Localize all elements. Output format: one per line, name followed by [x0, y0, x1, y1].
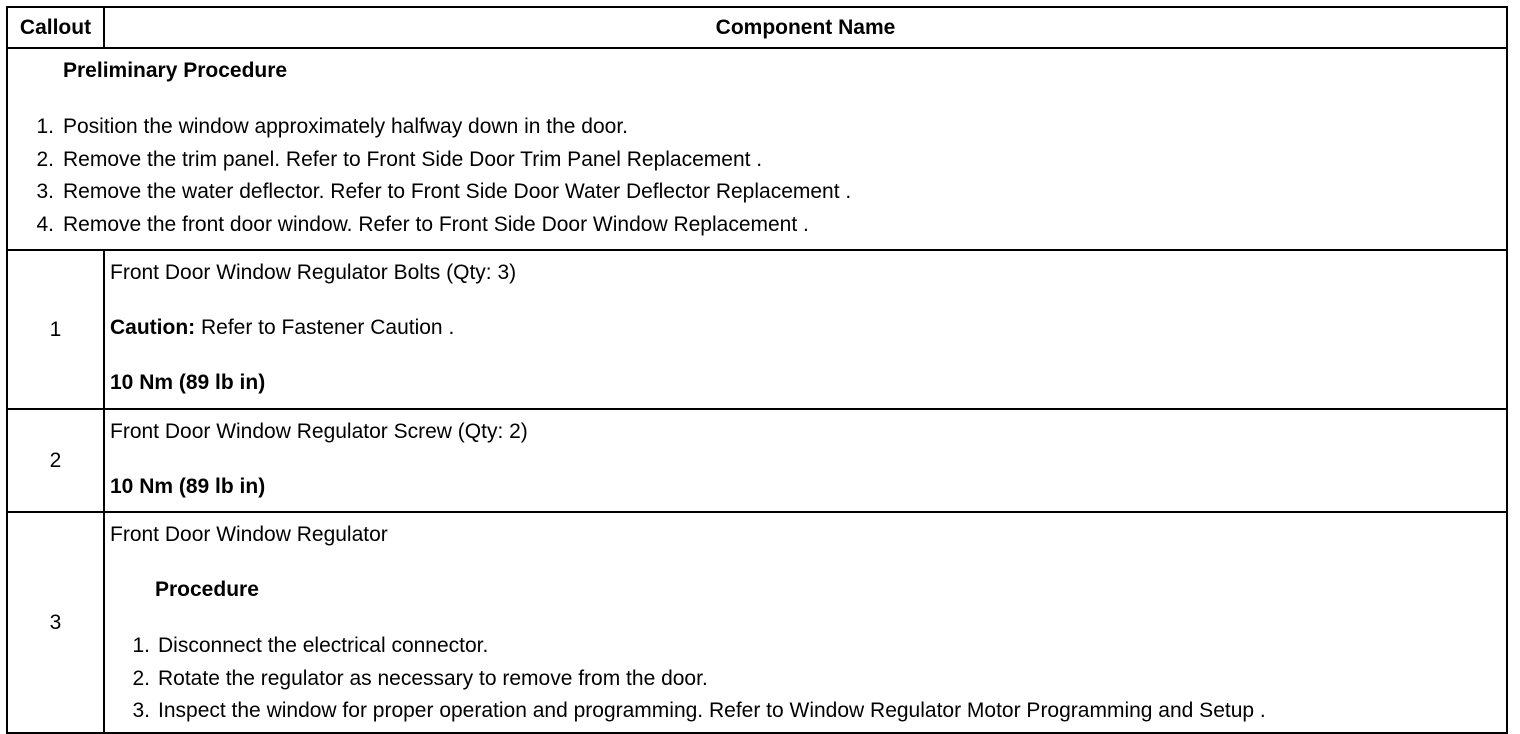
component-cell [104, 409, 1507, 512]
callout-number: 3 [7, 512, 104, 733]
caution-label: Caution: [110, 316, 196, 339]
preliminary-procedure-row [7, 48, 1507, 250]
callout-number: 1 [7, 250, 104, 409]
callout-header: Callout [7, 7, 104, 48]
step-number: 1. [132, 634, 150, 657]
step-number: 3. [36, 180, 54, 203]
header-row [7, 7, 1507, 48]
component-name: Front Door Window Regulator [110, 523, 388, 546]
procedure-document [6, 6, 1506, 734]
step-number: 3. [132, 699, 150, 722]
preliminary-step [8, 111, 1506, 144]
step-text: Remove the water deflector. Refer to Front Side Door Water Deflector Replacement . [63, 180, 852, 203]
preliminary-step [8, 144, 1506, 177]
preliminary-procedure-title: Preliminary Procedure [63, 59, 288, 82]
table-row [7, 409, 1507, 512]
component-cell [104, 250, 1507, 409]
table-row [7, 250, 1507, 409]
step-text: Position the window approximately halfway down in the door. [63, 115, 628, 138]
step-number: 4. [36, 212, 54, 236]
component-name-header: Component Name [104, 7, 1507, 48]
step-text: Disconnect the electrical connector. [158, 634, 489, 657]
caution-text: Refer to Fastener Caution . [195, 316, 455, 339]
caution-line [110, 312, 1506, 344]
component-cell [104, 512, 1507, 733]
procedure-title: Procedure [155, 578, 259, 601]
step-text: Remove the trim panel. Refer to Front Side Door Trim Panel Replacement . [63, 147, 763, 171]
procedure-steps-list [105, 630, 1506, 728]
component-name: Front Door Window Regulator Screw (Qty: 2) [110, 420, 528, 443]
torque-spec: 10 Nm (89 lb in) [110, 475, 266, 498]
step-text: Remove the front door window. Refer to Front Side Door Window Replacement . [63, 212, 809, 236]
callout-number: 2 [7, 409, 104, 512]
component-procedure [105, 574, 1506, 728]
step-text: Inspect the window for proper operation and programming. Refer to Window Regulator Motor Programming and Setup . [158, 699, 1266, 722]
step-number: 1. [36, 115, 54, 138]
preliminary-steps-list [8, 111, 1506, 241]
table-row [7, 512, 1507, 733]
component-table [6, 6, 1508, 734]
component-name: Front Door Window Regulator Bolts (Qty: 3) [110, 261, 517, 284]
procedure-step [105, 695, 1506, 728]
step-text: Rotate the regulator as necessary to remove from the door. [158, 666, 708, 690]
procedure-step [105, 663, 1506, 696]
preliminary-step [8, 176, 1506, 209]
preliminary-procedure-cell [7, 48, 1507, 250]
procedure-step [105, 630, 1506, 663]
preliminary-step [8, 209, 1506, 242]
torque-spec: 10 Nm (89 lb in) [110, 371, 266, 394]
step-number: 2. [132, 666, 150, 690]
step-number: 2. [36, 147, 54, 171]
